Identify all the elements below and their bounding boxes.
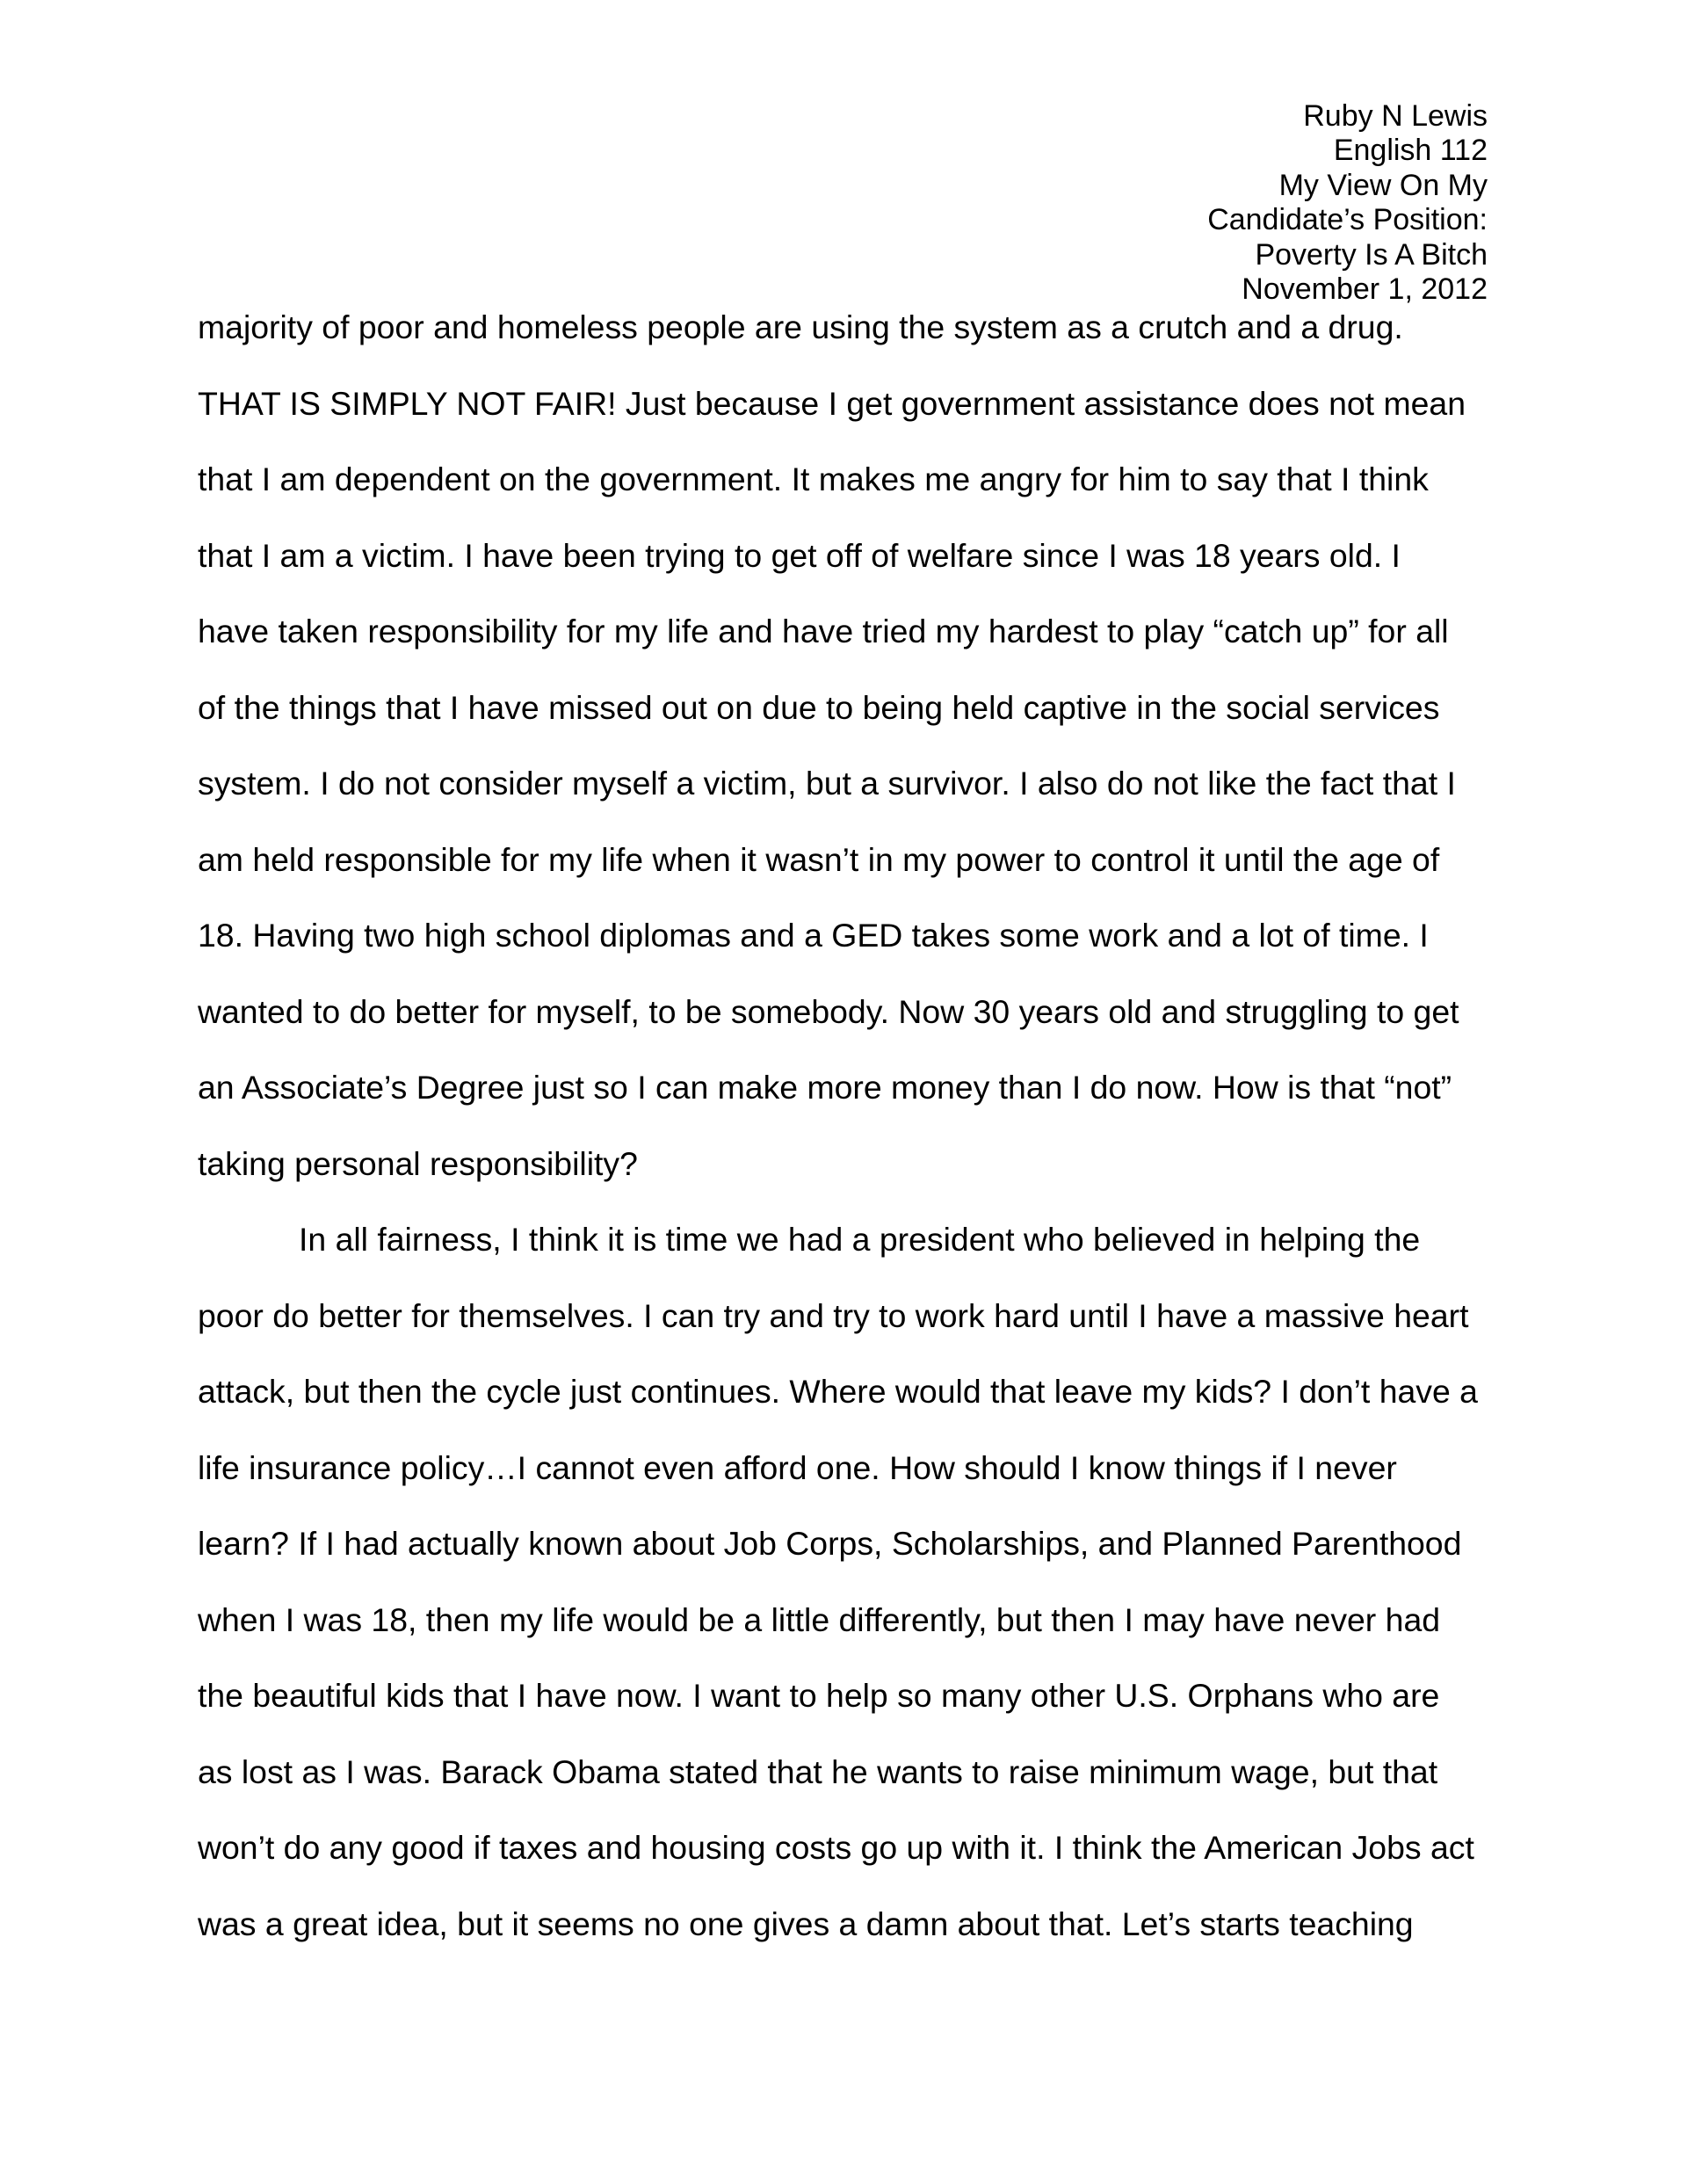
- body-line: system. I do not consider myself a victim, but a survivor. I also do not like the fact that I: [198, 765, 1456, 802]
- body-line: have taken responsibility for my life and have tried my hardest to play “catch up” for all: [198, 613, 1449, 649]
- body-line: life insurance policy…I cannot even afford one. How should I know things if I never: [198, 1448, 1397, 1486]
- essay-title-line-1: My View On My: [1278, 168, 1488, 202]
- body-line: majority of poor and homeless people are using the system as a crutch and a drug.: [198, 308, 1403, 345]
- essay-date: November 1, 2012: [1242, 272, 1488, 307]
- body-line: was a great idea, but it seems no one gives a damn about that. Let’s starts teaching: [198, 1905, 1414, 1942]
- author-name: Ruby N Lewis: [1303, 99, 1488, 133]
- body-line: poor do better for themselves. I can try and try to work hard until I have a massive heart: [198, 1296, 1469, 1334]
- essay-header: [1207, 99, 1488, 307]
- body-line: 18. Having two high school diplomas and a GED takes some work and a lot of time. I: [198, 917, 1429, 954]
- body-line: that I am dependent on the government. It makes me angry for him to say that I think: [198, 461, 1429, 497]
- essay-title-line-2: Candidate’s Position:: [1207, 203, 1488, 237]
- essay-title-line-3: Poverty Is A Bitch: [1255, 237, 1488, 272]
- body-line: learn? If I had actually known about Job Corps, Scholarships, and Planned Parenthood: [198, 1525, 1462, 1562]
- course-name: English 112: [1333, 134, 1488, 168]
- body-line: when I was 18, then my life would be a little differently, but then I may have never had: [198, 1600, 1441, 1638]
- body-line: an Associate’s Degree just so I can make more money than I do now. How is that “not”: [198, 1069, 1452, 1106]
- body-line: am held responsible for my life when it wasn’t in my power to control it until the age of: [198, 840, 1440, 878]
- body-line: taking personal responsibility?: [198, 1144, 638, 1182]
- body-line: THAT IS SIMPLY NOT FAIR! Just because I get government assistance does not mean: [198, 384, 1466, 422]
- body-line: attack, but then the cycle just continues. Where would that leave my kids? I don’t have a: [198, 1373, 1478, 1410]
- body-line: as lost as I was. Barack Obama stated that he wants to raise minimum wage, but that: [198, 1752, 1438, 1790]
- body-line: wanted to do better for myself, to be somebody. Now 30 years old and struggling to get: [198, 992, 1459, 1030]
- body-line: of the things that I have missed out on due to being held captive in the social services: [198, 688, 1440, 726]
- body-line: won’t do any good if taxes and housing costs go up with it. I think the American Jobs act: [198, 1829, 1474, 1866]
- paragraph-start-line: In all fairness, I think it is time we had a president who believed in helping the: [299, 1221, 1421, 1258]
- essay-body: [198, 289, 1498, 1962]
- body-line: the beautiful kids that I have now. I want to help so many other U.S. Orphans who are: [198, 1677, 1440, 1714]
- body-line: that I am a victim. I have been trying to get off of welfare since I was 18 years old. I: [198, 536, 1401, 574]
